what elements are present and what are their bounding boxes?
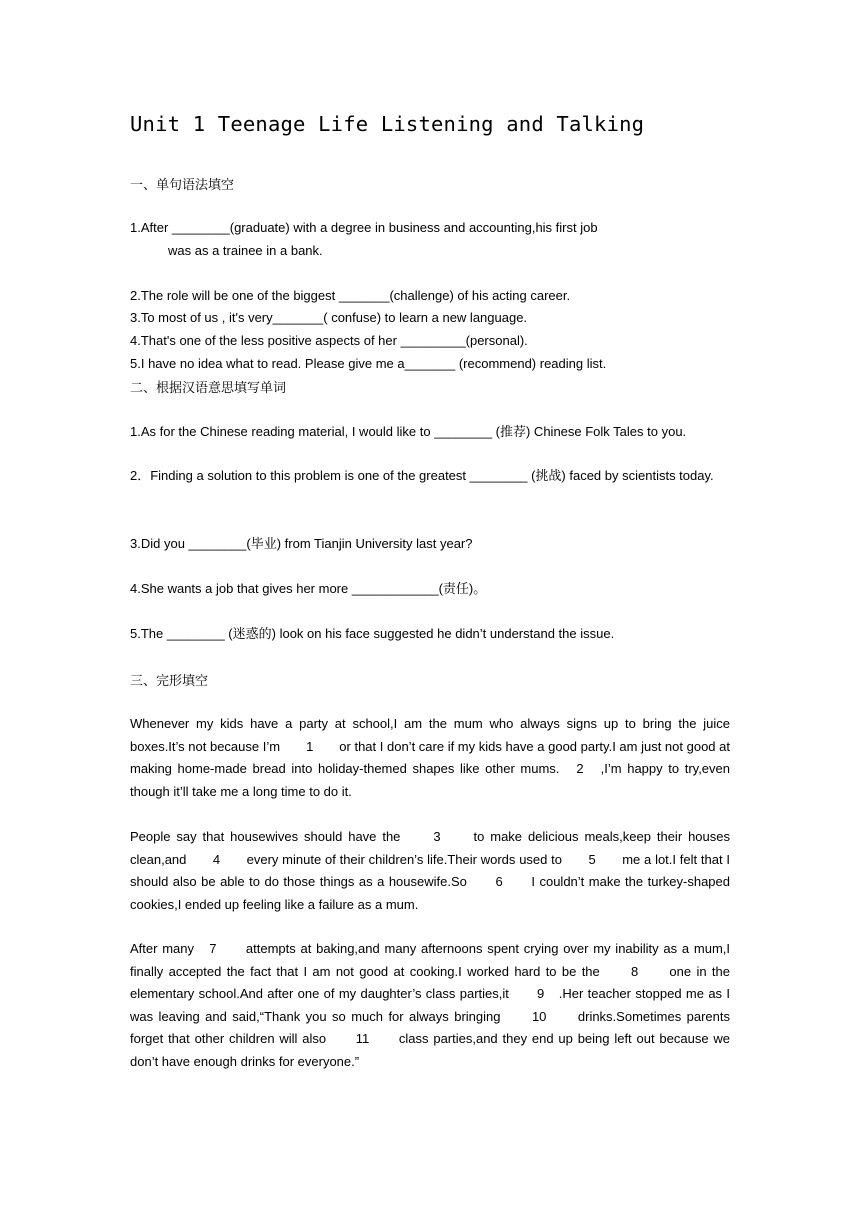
cloze-paragraph-1: Whenever my kids have a party at school,I am the mum who always signs up to bring the juice boxes.It’s not because I’m 1 or that I don’t care if my kids have a good party.I am just not good at making home-made bread into holiday-themed shapes like other mums. 2 ,I’m happy to try,even though it’ll take me a long time to do it. — [130, 716, 730, 799]
section-heading-vocabulary: 二、根据汉语意思填写单词 — [130, 381, 287, 396]
grammar-item-1-continued: was as a trainee in a bank. — [168, 243, 323, 258]
grammar-item-2: 2.The role will be one of the biggest _______(challenge) of his acting career. — [130, 288, 571, 303]
section-heading-cloze: 三、完形填空 — [130, 674, 209, 689]
vocab-item-4: 4.She wants a job that gives her more ____________(责任)。 — [130, 581, 487, 596]
grammar-item-4: 4.That's one of the less positive aspects of her _________(personal). — [130, 333, 528, 348]
page-title: Unit 1 Teenage Life Listening and Talking — [130, 112, 645, 136]
vocab-item-3: 3.Did you ________(毕业) from Tianjin University last year? — [130, 536, 473, 551]
grammar-item-3: 3.To most of us , it's very_______( confuse) to learn a new language. — [130, 310, 528, 325]
vocab-item-5: 5.The ________ (迷惑的) look on his face suggested he didn’t understand the issue. — [130, 626, 615, 641]
grammar-item-1: 1.After ________(graduate) with a degree in business and accounting,his first job — [130, 220, 598, 235]
vocab-item-2: 2．Finding a solution to this problem is one of the greatest ________ (挑战) faced by scientists today. — [130, 468, 714, 483]
cloze-paragraph-3: After many 7 attempts at baking,and many afternoons spent crying over my inability as a mum,I finally accepted the fact that I am not good at cooking.I worked hard to be the 8 one in the elementary school.And after one of my daughter’s class parties,it 9 .Her teacher stopped me as I was leaving and said,“Thank you so much for always bringing 10 drinks.Sometimes parents forget that other children will also 11 class parties,and they end up being left out because we don’t have enough drinks for everyone.” — [130, 941, 730, 1069]
grammar-item-5: 5.I have no idea what to read. Please give me a_______ (recommend) reading list. — [130, 356, 607, 371]
vocab-item-1: 1.As for the Chinese reading material, I would like to ________ (推荐) Chinese Folk Tales to you. — [130, 424, 687, 439]
cloze-paragraph-2: People say that housewives should have the 3 to make delicious meals,keep their houses clean,and 4 every minute of their children’s life.Their words used to 5 me a lot.I felt that I should also be able to do those things as a housewife.So 6 I couldn’t make the turkey-shaped cookies,I ended up feeling like a failure as a mum. — [130, 829, 730, 912]
section-heading-grammar: 一、单句语法填空 — [130, 178, 235, 193]
